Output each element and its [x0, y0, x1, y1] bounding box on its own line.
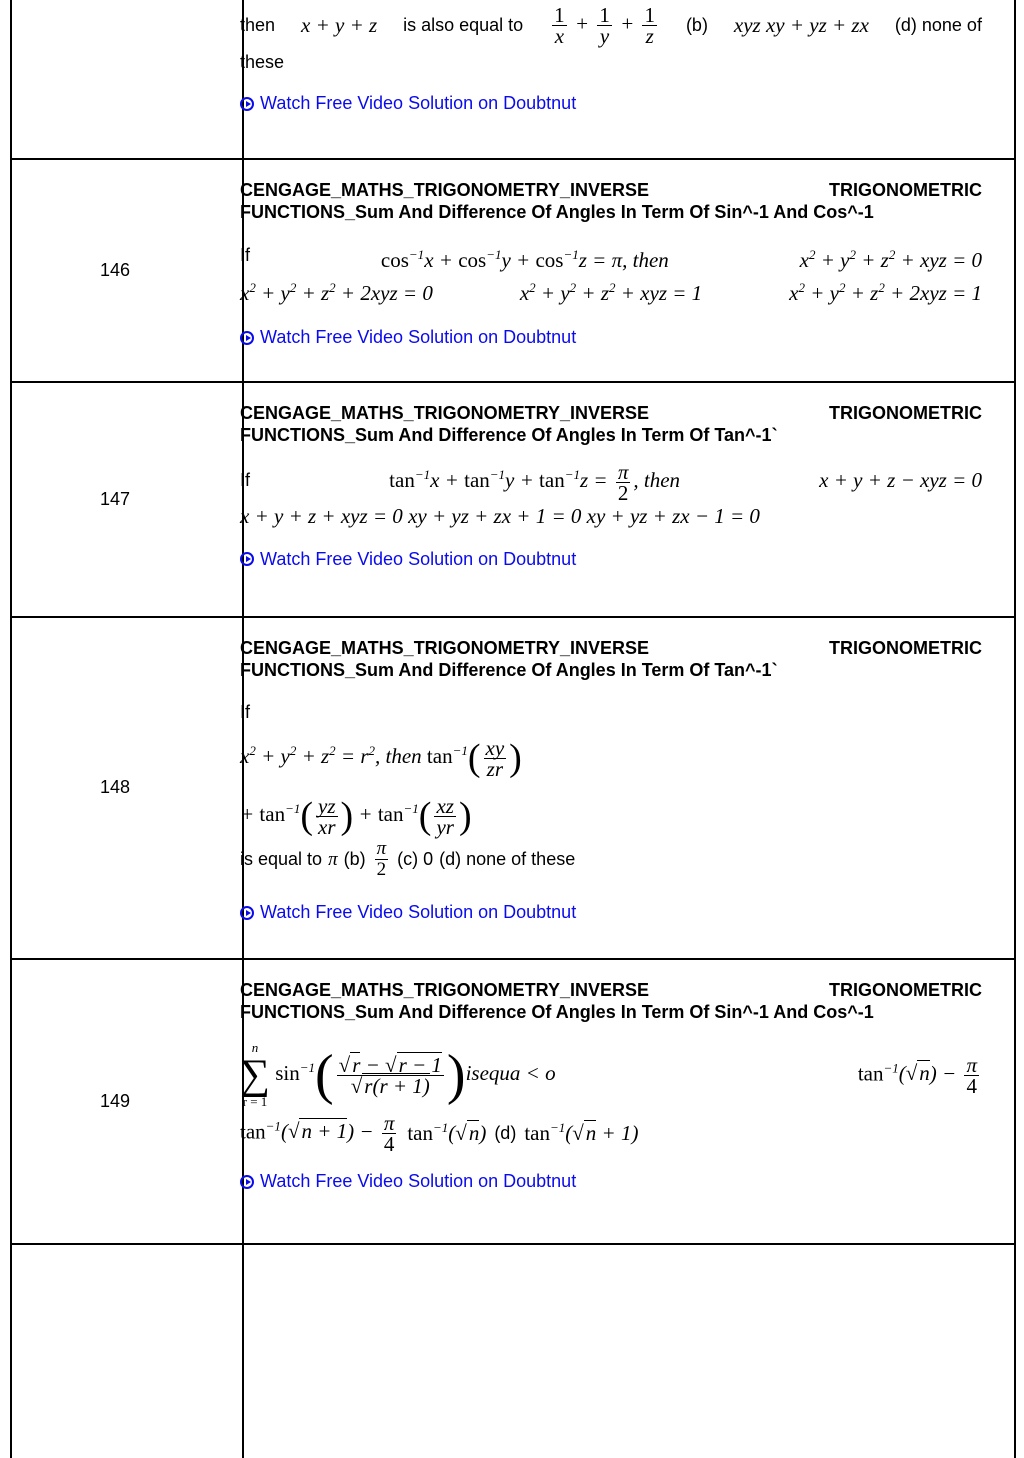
question-147 [240, 402, 982, 570]
topic-header-line2: FUNCTIONS_Sum And Difference Of Angles In Term Of Tan^-1` [240, 425, 778, 445]
continuation-line: then x + y + z is also equal to $\frac{1}{x}$ + $\frac{1}{y}$ + $\frac{1}{z}$ (b) xyz xy + yz + zx (d) none of [240, 2, 982, 48]
watch-video-label: Watch Free Video Solution on Doubtnut [260, 327, 577, 347]
question-number: 148 [99, 777, 131, 797]
option-d-label: (d) none of [894, 14, 982, 35]
question-149 [240, 979, 982, 1192]
row-divider [12, 381, 1014, 383]
question-topic-header [240, 179, 982, 223]
option-b-label: (b) [343, 849, 366, 869]
option-b-label: (b) [685, 14, 708, 35]
topic-header-line2: FUNCTIONS_Sum And Difference Of Angles In Term Of Sin^-1 And Cos^-1 [240, 202, 874, 222]
row-divider [12, 1243, 1014, 1245]
topic-header-right: TRIGONOMETRIC [829, 980, 982, 1000]
these-label: these [240, 52, 285, 72]
topic-header-left: CENGAGE_MATHS_TRIGONOMETRY_INVERSE [240, 980, 650, 1000]
watch-video-label: Watch Free Video Solution on Doubtnut [260, 93, 577, 113]
play-circle-icon [240, 331, 254, 345]
is-equal-to-label: is equal to [240, 849, 323, 869]
topic-header-left: CENGAGE_MATHS_TRIGONOMETRY_INVERSE [240, 180, 650, 200]
question-number: 147 [99, 489, 131, 509]
play-circle-icon [240, 97, 254, 111]
option-c-label: (c) 0 [397, 849, 434, 869]
play-circle-icon [240, 906, 254, 920]
option-d-label: (d) none of these [439, 849, 576, 869]
if-label: If [240, 702, 251, 722]
question-text: If $\tan^{-1}x + \tan^{-1}y + \tan^{-1}z$ = $\frac{\pi}{2}$ , then x + y + z − xyz = 0 x + y + z + xyz = 0 xy + yz + zx + 1 = 0 xy + yz + zx − 1 = 0 [240, 459, 982, 528]
question-number: 146 [99, 260, 131, 280]
question-text: n ∑ r = 1 $\sin^{-1}$( √ r − √ r − 1 √ r(r + 1) )isequa < o $\tan^{-1}(√$ n) − $\frac{\pi}{4}$ $\tan^{-1}(√$ n + 1) − $\frac{\pi}{4}$ $\tan^{-1}(√$ n) (d) $\tan^{-1}(√$ n + 1) [240, 1037, 982, 1153]
topic-header-line2: FUNCTIONS_Sum And Difference Of Angles In Term Of Sin^-1 And Cos^-1 [240, 1002, 874, 1022]
question-146 [240, 179, 982, 348]
watch-video-link[interactable] [240, 1171, 982, 1192]
topic-header-right: TRIGONOMETRIC [829, 403, 982, 423]
topic-header-line2: FUNCTIONS_Sum And Difference Of Angles In Term Of Tan^-1` [240, 660, 778, 680]
watch-video-label: Watch Free Video Solution on Doubtnut [260, 902, 577, 922]
row-divider [12, 158, 1014, 160]
play-circle-icon [240, 1175, 254, 1189]
question-topic-header [240, 979, 982, 1023]
watch-video-link[interactable] [240, 549, 982, 570]
if-label: If [240, 245, 251, 265]
option-d-label: (d) [494, 1122, 517, 1143]
watch-video-link[interactable] [240, 93, 982, 114]
topic-header-left: CENGAGE_MATHS_TRIGONOMETRY_INVERSE [240, 403, 650, 423]
if-label: If [240, 470, 251, 491]
watch-video-link[interactable] [240, 327, 982, 348]
watch-video-link[interactable] [240, 902, 982, 923]
play-circle-icon [240, 552, 254, 566]
topic-header-left: CENGAGE_MATHS_TRIGONOMETRY_INVERSE [240, 638, 650, 658]
row-divider [12, 958, 1014, 960]
question-number: 149 [99, 1091, 131, 1111]
question-topic-header [240, 402, 982, 446]
question-text: If $\cos^{-1}x + \cos^{-1}y + \cos^{-1}z = \pi$, then $x^2 + y^2 + z^2$ + xyz = 0 $x^2 + y^2 + z^2 + 2xyz = 0$ $x^2 + y^2 + z^2$ + xyz = 1 $x^2 + y^2 + z^2 + 2xyz = 1$ [240, 241, 982, 307]
question-topic-header [240, 637, 982, 681]
topic-header-right: TRIGONOMETRIC [829, 180, 982, 200]
topic-header-right: TRIGONOMETRIC [829, 638, 982, 658]
watch-video-label: Watch Free Video Solution on Doubtnut [260, 548, 577, 569]
is-also-equal-label: is also equal to [403, 14, 524, 35]
question-continuation [240, 0, 982, 114]
row-divider [12, 616, 1014, 618]
watch-video-label: Watch Free Video Solution on Doubtnut [260, 1171, 577, 1191]
question-148 [240, 637, 982, 923]
question-text: If $x^2 + y^2 + z^2 = r^2$, then $\tan^{-1}$( $\frac{xy}{zr}$ ) + $\tan^{-1}$( $\frac{yz}{xr}$ ) + $\tan^{-1}$( $\frac{xz}{yr}$ ) is equal to π (b) $\frac{\pi}{2}$ (c) 0 (d) none of these [240, 701, 982, 880]
then-label: then [240, 14, 276, 35]
